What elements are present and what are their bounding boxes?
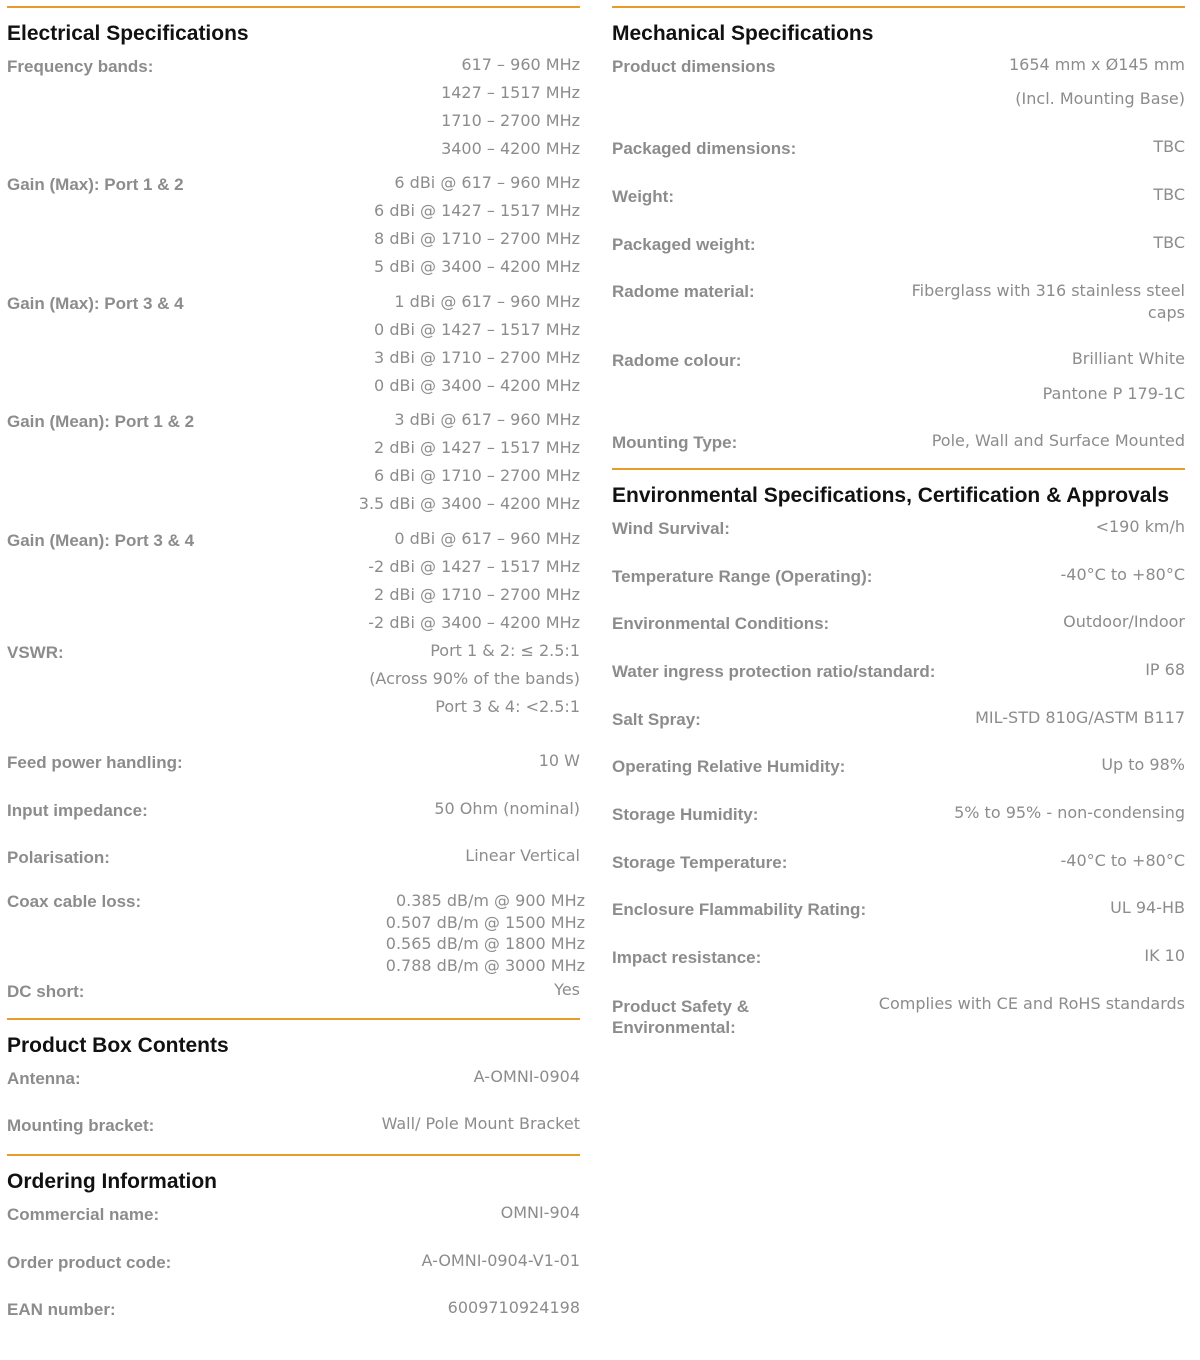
spec-value: 2 dBi @ 1427 – 1517 MHz xyxy=(374,438,580,457)
spec-row xyxy=(612,994,1185,1054)
spec-value: Outdoor/Indoor xyxy=(1063,612,1185,631)
spec-row xyxy=(612,565,1185,612)
spec-values xyxy=(422,1251,580,1298)
spec-row xyxy=(7,846,580,890)
spec-values xyxy=(1063,612,1185,660)
spec-label: Radome colour: xyxy=(612,351,742,370)
spec-value: OMNI-904 xyxy=(500,1203,580,1222)
spec-values xyxy=(1110,898,1185,946)
spec-value: 1654 mm x Ø145 mm xyxy=(1008,55,1185,74)
spec-values xyxy=(374,292,580,410)
spec-value: TBC xyxy=(1153,137,1185,156)
spec-label: Packaged dimensions: xyxy=(612,139,797,158)
spec-value: -2 dBi @ 1427 – 1517 MHz xyxy=(368,557,580,576)
spec-value: TBC xyxy=(1153,185,1185,204)
spec-value: Complies with CE and RoHS standards xyxy=(878,994,1185,1013)
spec-value: 50 Ohm (nominal) xyxy=(434,799,580,818)
spec-rows xyxy=(612,517,1185,1054)
spec-values xyxy=(1101,755,1185,803)
spec-row xyxy=(7,1298,580,1338)
right-column xyxy=(612,0,1185,1054)
spec-value: 10 W xyxy=(538,751,580,770)
section-title: Product Box Contents xyxy=(7,1034,229,1057)
spec-values xyxy=(554,980,580,1018)
spec-row xyxy=(612,708,1185,755)
spec-label: Water ingress protection ratio/standard: xyxy=(612,662,936,681)
spec-row xyxy=(7,529,580,641)
spec-value: 617 – 960 MHz xyxy=(461,55,580,74)
spec-values xyxy=(1153,233,1185,280)
section-title: Mechanical Specifications xyxy=(612,22,874,45)
spec-row xyxy=(7,1203,580,1251)
spec-rows xyxy=(612,55,1185,468)
spec-label: Mounting Type: xyxy=(612,433,738,452)
spec-value: 0.385 dB/m @ 900 MHz xyxy=(395,891,585,910)
spec-value: 0.565 dB/m @ 1800 MHz xyxy=(385,934,585,953)
spec-value: 0 dBi @ 617 – 960 MHz xyxy=(394,529,580,548)
spec-row xyxy=(612,55,1185,137)
spec-label: Wind Survival: xyxy=(612,519,730,538)
spec-row xyxy=(612,612,1185,660)
spec-label: Weight: xyxy=(612,187,675,206)
spec-values xyxy=(434,799,580,846)
spec-label: VSWR: xyxy=(7,643,64,662)
spec-rows xyxy=(7,1203,580,1338)
spec-value: (Incl. Mounting Base) xyxy=(1015,89,1185,108)
spec-value: caps xyxy=(1147,302,1185,322)
spec-value: 1427 – 1517 MHz xyxy=(441,83,580,102)
spec-value: TBC xyxy=(1153,233,1185,252)
spec-row xyxy=(612,185,1185,233)
spec-value: 5% to 95% - non-condensing xyxy=(954,803,1185,822)
spec-row xyxy=(612,851,1185,898)
spec-row xyxy=(612,137,1185,185)
spec-value: Wall/ Pole Mount Bracket xyxy=(381,1114,580,1133)
spec-values xyxy=(368,529,580,641)
spec-values xyxy=(359,410,580,529)
spec-row xyxy=(612,803,1185,851)
spec-row xyxy=(7,1114,580,1154)
spec-values xyxy=(1009,55,1185,137)
spec-value: 5 dBi @ 3400 – 4200 MHz xyxy=(374,257,580,276)
spec-values xyxy=(879,994,1185,1054)
spec-row xyxy=(7,1067,580,1114)
spec-value: Brilliant White xyxy=(1071,349,1185,368)
spec-value: 6 dBi @ 1710 – 2700 MHz xyxy=(374,466,580,485)
spec-value: 1 dBi @ 617 – 960 MHz xyxy=(394,292,580,311)
spec-value: Up to 98% xyxy=(1101,755,1185,774)
spec-label: Frequency bands: xyxy=(7,57,154,76)
spec-values xyxy=(369,641,580,751)
spec-value: Fiberglass with 316 stainless steel xyxy=(911,281,1185,300)
spec-label: Storage Humidity: xyxy=(612,805,759,824)
spec-value: Pole, Wall and Surface Mounted xyxy=(931,431,1185,450)
spec-label: EAN number: xyxy=(7,1300,116,1319)
spec-row xyxy=(612,349,1185,431)
spec-label: Gain (Max): Port 3 & 4 xyxy=(7,294,184,313)
spec-row xyxy=(612,660,1185,708)
spec-label: Operating Relative Humidity: xyxy=(612,757,846,776)
spec-rows xyxy=(7,55,585,1018)
spec-row xyxy=(612,898,1185,946)
spec-row xyxy=(612,755,1185,803)
spec-values xyxy=(932,431,1185,468)
spec-values xyxy=(1061,565,1185,612)
spec-label: Feed power handling: xyxy=(7,753,183,772)
spec-row xyxy=(7,55,580,173)
spec-rows xyxy=(7,1067,580,1154)
spec-value: <190 km/h xyxy=(1095,517,1185,536)
spec-values xyxy=(374,173,580,292)
spec-row xyxy=(7,292,580,410)
electrical-section xyxy=(7,6,585,1018)
spec-values xyxy=(1153,137,1185,185)
ordering-section xyxy=(7,1154,580,1338)
spec-values xyxy=(912,280,1185,349)
section-title: Environmental Specifications, Certification & Approvals xyxy=(612,484,1170,507)
spec-label: Environmental Conditions: xyxy=(612,614,830,633)
spec-value: 6009710924198 xyxy=(447,1298,580,1317)
spec-values xyxy=(465,846,580,890)
spec-label: Polarisation: xyxy=(7,848,110,867)
spec-values xyxy=(975,708,1185,755)
environmental-section xyxy=(612,468,1185,1054)
section-title: Ordering Information xyxy=(7,1170,217,1193)
spec-value: 0 dBi @ 3400 – 4200 MHz xyxy=(374,376,580,395)
spec-label: Radome material: xyxy=(612,282,755,301)
box-contents-section xyxy=(7,1018,580,1154)
spec-value: 3.5 dBi @ 3400 – 4200 MHz xyxy=(358,494,580,513)
spec-value: (Across 90% of the bands) xyxy=(369,669,580,688)
spec-label: Coax cable loss: xyxy=(7,892,142,911)
spec-value: 1710 – 2700 MHz xyxy=(441,111,580,130)
spec-label: Commercial name: xyxy=(7,1205,160,1224)
spec-label: Enclosure Flammability Rating: xyxy=(612,900,867,919)
spec-row xyxy=(7,799,580,846)
spec-value: -40°C to +80°C xyxy=(1060,851,1185,870)
spec-values xyxy=(1061,851,1185,898)
spec-value: 3 dBi @ 1710 – 2700 MHz xyxy=(374,348,580,367)
spec-value: IP 68 xyxy=(1145,660,1185,679)
spec-row xyxy=(7,173,580,292)
spec-values xyxy=(501,1203,580,1251)
spec-values xyxy=(1144,946,1185,994)
spec-row xyxy=(612,280,1185,349)
spec-value: 0.507 dB/m @ 1500 MHz xyxy=(385,912,585,932)
spec-row xyxy=(612,233,1185,280)
spec-label: Gain (Max): Port 1 & 2 xyxy=(7,175,184,194)
spec-value: MIL-STD 810G/ASTM B117 xyxy=(975,708,1185,727)
spec-value: 0 dBi @ 1427 – 1517 MHz xyxy=(374,320,580,339)
spec-values xyxy=(539,751,580,799)
spec-label: Impact resistance: xyxy=(612,948,762,967)
spec-label: Temperature Range (Operating): xyxy=(612,567,873,586)
spec-label: Product dimensions xyxy=(612,57,776,76)
spec-row xyxy=(7,1251,580,1298)
spec-value: A-OMNI-0904-V1-01 xyxy=(421,1251,580,1270)
spec-values xyxy=(386,890,585,980)
spec-row xyxy=(7,890,585,980)
spec-values xyxy=(1153,185,1185,233)
spec-row xyxy=(612,946,1185,994)
spec-value: Linear Vertical xyxy=(465,846,580,865)
spec-label: Antenna: xyxy=(7,1069,81,1088)
spec-label: Order product code: xyxy=(7,1253,172,1272)
mechanical-section xyxy=(612,6,1185,468)
spec-value: Yes xyxy=(554,980,580,999)
spec-label: Mounting bracket: xyxy=(7,1116,155,1135)
spec-values xyxy=(448,1298,580,1338)
spec-value: Pantone P 179-1C xyxy=(1042,384,1185,403)
spec-value: Port 1 & 2: ≤ 2.5:1 xyxy=(430,641,580,660)
spec-value: 6 dBi @ 1427 – 1517 MHz xyxy=(374,201,580,220)
spec-values xyxy=(1145,660,1185,708)
spec-values xyxy=(441,55,580,173)
spec-value: 6 dBi @ 617 – 960 MHz xyxy=(394,173,580,192)
spec-label: Salt Spray: xyxy=(612,710,701,729)
spec-value: -2 dBi @ 3400 – 4200 MHz xyxy=(368,613,580,632)
spec-value: IK 10 xyxy=(1144,946,1185,965)
spec-values xyxy=(1096,517,1185,565)
spec-value: 8 dBi @ 1710 – 2700 MHz xyxy=(374,229,580,248)
spec-row xyxy=(612,517,1185,565)
spec-value: 2 dBi @ 1710 – 2700 MHz xyxy=(374,585,580,604)
spec-label: Packaged weight: xyxy=(612,235,756,254)
spec-row xyxy=(7,410,580,529)
spec-value: 3 dBi @ 617 – 960 MHz xyxy=(394,410,580,429)
spec-values xyxy=(954,803,1185,851)
spec-value: 0.788 dB/m @ 3000 MHz xyxy=(385,955,585,975)
left-column xyxy=(7,0,585,1338)
spec-label: Product Safety & Environmental: xyxy=(612,997,749,1037)
spec-value: UL 94-HB xyxy=(1110,898,1185,917)
spec-values xyxy=(382,1114,580,1154)
spec-values xyxy=(1043,349,1185,431)
spec-row xyxy=(7,980,580,1018)
spec-row xyxy=(7,751,580,799)
spec-label: Gain (Mean): Port 3 & 4 xyxy=(7,531,195,550)
spec-value: Port 3 & 4: <2.5:1 xyxy=(435,697,580,716)
spec-label: DC short: xyxy=(7,982,85,1001)
section-title: Electrical Specifications xyxy=(7,22,249,45)
spec-value: A-OMNI-0904 xyxy=(473,1067,580,1086)
spec-row xyxy=(7,641,580,751)
spec-value: 3400 – 4200 MHz xyxy=(441,139,580,158)
spec-label: Gain (Mean): Port 1 & 2 xyxy=(7,412,195,431)
spec-label: Input impedance: xyxy=(7,801,148,820)
spec-label: Storage Temperature: xyxy=(612,853,788,872)
spec-values xyxy=(474,1067,580,1114)
spec-value: -40°C to +80°C xyxy=(1060,565,1185,584)
spec-row xyxy=(612,431,1185,468)
